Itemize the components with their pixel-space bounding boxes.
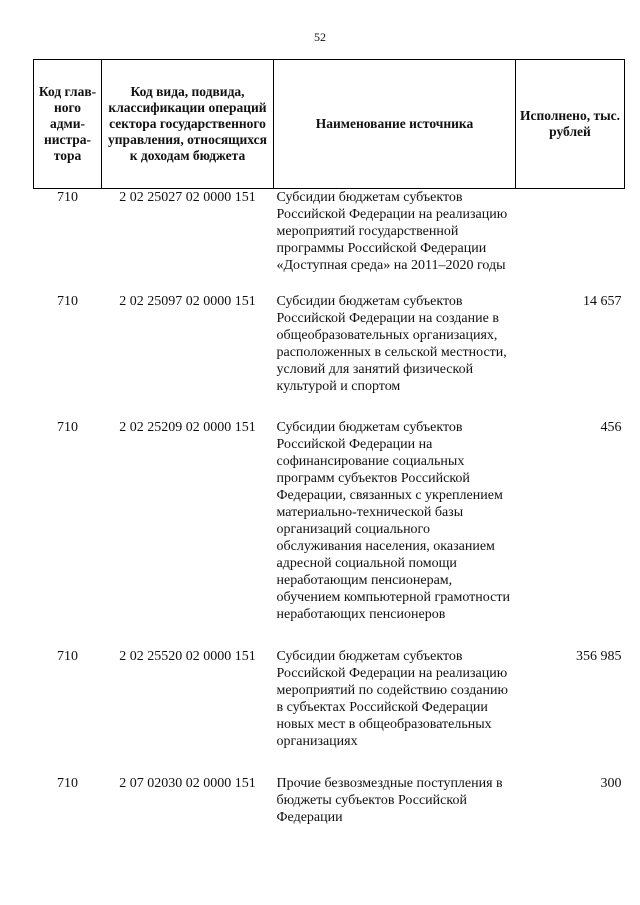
admin-code-cell: 710	[57, 190, 78, 205]
table-header	[34, 60, 625, 189]
classification-code-cell: 2 02 25209 02 0000 151	[119, 420, 256, 435]
source-name-cell: Субсидии бюджетам субъектов Российской Федерации на реализацию мероприятий по содействию созданию в субъектах Российской Федерации новых мест в общеобразовательных организациях	[276, 649, 508, 749]
header-classification-code: Код вида, подвида, классификации операций сектора государственного управления, относящихся к доходам бюджета	[102, 60, 274, 189]
amount-cell: 356 985	[576, 649, 622, 664]
header-source-name: Наименование источника	[274, 60, 516, 189]
amount-cell: 456	[600, 420, 622, 435]
source-name-cell: Субсидии бюджетам субъектов Российской Федерации на софинансирование социальных программ субъектов Российской Федерации, связанных с укреплением материально-технической базы организаций социального обслуживания населения, оказанием адресной социальной помощи неработающим пенсионерам, обучением компьютерной грамотности неработающих пенсионеров	[276, 420, 510, 622]
admin-code-cell: 710	[57, 776, 78, 791]
revenue-sources-table	[33, 59, 625, 835]
amount-cell	[516, 189, 625, 294]
table-row	[34, 775, 625, 835]
classification-code-cell: 2 07 02030 02 0000 151	[119, 776, 256, 791]
header-admin-code: Код глав-ного адми-нистра-тора	[34, 60, 102, 189]
amount-cell: 14 657	[583, 294, 622, 309]
classification-code-cell: 2 02 25097 02 0000 151	[119, 294, 256, 309]
table-body	[34, 189, 625, 836]
amount-cell: 300	[600, 776, 622, 791]
classification-code-cell: 2 02 25520 02 0000 151	[119, 649, 256, 664]
source-name-cell: Субсидии бюджетам субъектов Российской Федерации на реализацию мероприятий государственной программы Российской Федерации «Доступная среда» на 2011–2020 годы	[276, 190, 508, 273]
table-row	[34, 189, 625, 294]
table-row	[34, 293, 625, 419]
header-row	[34, 60, 625, 189]
admin-code-cell: 710	[57, 420, 78, 435]
classification-code-cell: 2 02 25027 02 0000 151	[119, 190, 256, 205]
source-name-cell: Прочие безвозмездные поступления в бюджеты субъектов Российской Федерации	[276, 776, 503, 825]
source-name-cell: Субсидии бюджетам субъектов Российской Федерации на создание в общеобразовательных организациях, расположенных в сельской местности, условий для занятий физической культурой и спортом	[276, 294, 507, 394]
admin-code-cell: 710	[57, 294, 78, 309]
admin-code-cell: 710	[57, 649, 78, 664]
header-amount: Исполнено, тыс. рублей	[516, 60, 625, 189]
page-number: 52	[314, 30, 326, 44]
table-row	[34, 648, 625, 775]
table-row	[34, 419, 625, 648]
